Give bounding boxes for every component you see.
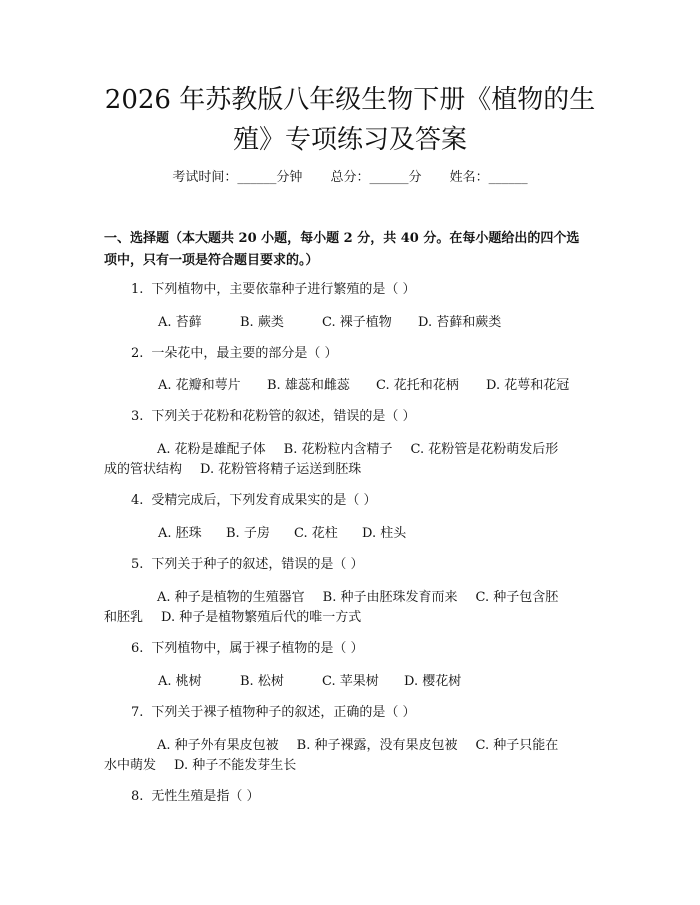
option-c-part-1: C. 花粉管是花粉萌发后形	[410, 442, 559, 457]
option-a: A. 种子是植物的生殖器官	[157, 590, 305, 605]
title-line-2: 殖》专项练习及答案	[232, 125, 467, 155]
option-c-part-2: 成的管状结构	[104, 462, 183, 477]
section-heading	[104, 228, 624, 272]
option-c-part-1: C. 种子包含胚	[475, 590, 559, 605]
option-b: B. 种子由胚珠发育而来	[322, 590, 458, 605]
question-2	[131, 344, 611, 364]
option-d: D. 樱花树	[404, 674, 462, 689]
question-1	[131, 280, 611, 300]
question-number: 1.	[131, 282, 144, 297]
question-number: 2.	[131, 346, 144, 361]
question-4-options	[158, 524, 406, 544]
question-number: 4.	[131, 493, 144, 508]
question-6-options	[158, 672, 461, 692]
option-d: D. 花粉管将精子运送到胚珠	[200, 462, 362, 477]
option-c: C. 花柱	[294, 526, 338, 541]
question-number: 8.	[131, 789, 144, 804]
question-text: 下列植物中，主要依靠种子进行繁殖的是（ ）	[151, 282, 416, 297]
option-d: D. 种子不能发芽生长	[174, 758, 297, 773]
question-3-options-line-1	[157, 440, 627, 460]
option-d: D. 花萼和花冠	[486, 378, 570, 393]
option-a: A. 花粉是雄配子体	[157, 442, 266, 457]
option-b: B. 种子裸露，没有果皮包被	[296, 738, 458, 753]
document-title	[60, 80, 640, 160]
question-text: 受精完成后，下列发育成果实的是（ ）	[151, 493, 377, 508]
question-4	[131, 491, 611, 511]
option-a: A. 桃树	[158, 674, 202, 689]
question-text: 下列植物中，属于裸子植物的是（ ）	[151, 641, 364, 656]
question-6	[131, 639, 611, 659]
option-a: A. 苔藓	[158, 315, 202, 330]
question-8	[131, 787, 611, 807]
option-b: B. 雄蕊和雌蕊	[267, 378, 350, 393]
option-a: A. 胚珠	[158, 526, 202, 541]
option-d: D. 苔藓和蕨类	[418, 315, 502, 330]
option-a: A. 花瓣和萼片	[158, 378, 241, 393]
exam-time-field: 考试时间：______分钟	[172, 170, 303, 185]
total-score-field: 总分：______分	[330, 170, 422, 185]
question-5	[131, 555, 611, 575]
question-number: 5.	[131, 557, 144, 572]
question-number: 3.	[131, 409, 144, 424]
option-c: C. 花托和花柄	[376, 378, 459, 393]
question-7	[131, 703, 611, 723]
option-a: A. 种子外有果皮包被	[157, 738, 279, 753]
option-b: B. 松树	[240, 674, 284, 689]
exam-info-row	[0, 168, 700, 188]
option-c: C. 裸子植物	[322, 315, 392, 330]
question-text: 一朵花中，最主要的部分是（ ）	[151, 346, 338, 361]
question-7-options-line-1	[157, 736, 627, 756]
option-c-part-2: 和胚乳	[104, 610, 144, 625]
title-line-1: 2026 年苏教版八年级生物下册《植物的生	[104, 85, 596, 115]
question-text: 下列关于裸子植物种子的叙述，正确的是（ ）	[151, 705, 416, 720]
question-text: 无性生殖是指（ ）	[151, 789, 260, 804]
option-b: B. 蕨类	[240, 315, 284, 330]
question-3-options-line-2	[104, 460, 624, 480]
question-7-options-line-2	[104, 756, 624, 776]
section-heading-line-2: 项中，只有一项是符合题目要求的。）	[104, 253, 319, 268]
question-5-options-line-2	[104, 608, 624, 628]
option-b: B. 子房	[226, 526, 270, 541]
option-c-part-2: 水中萌发	[104, 758, 157, 773]
question-text: 下列关于花粉和花粉管的叙述，错误的是（ ）	[151, 409, 416, 424]
section-heading-line-1: 一、选择题（本大题共 20 小题，每小题 2 分，共 40 分。在每小题给出的四个选	[104, 231, 580, 246]
question-text: 下列关于种子的叙述，错误的是（ ）	[151, 557, 364, 572]
student-name-field: 姓名：______	[449, 170, 528, 185]
option-c-part-1: C. 种子只能在	[475, 738, 559, 753]
question-5-options-line-1	[157, 588, 627, 608]
question-2-options	[158, 376, 569, 396]
option-d: D. 种子是植物繁殖后代的唯一方式	[161, 610, 362, 625]
option-c: C. 苹果树	[322, 674, 379, 689]
question-1-options	[158, 313, 501, 333]
question-number: 7.	[131, 705, 144, 720]
option-b: B. 花粉粒内含精子	[283, 442, 393, 457]
option-d: D. 柱头	[362, 526, 407, 541]
question-3	[131, 407, 611, 427]
question-number: 6.	[131, 641, 144, 656]
